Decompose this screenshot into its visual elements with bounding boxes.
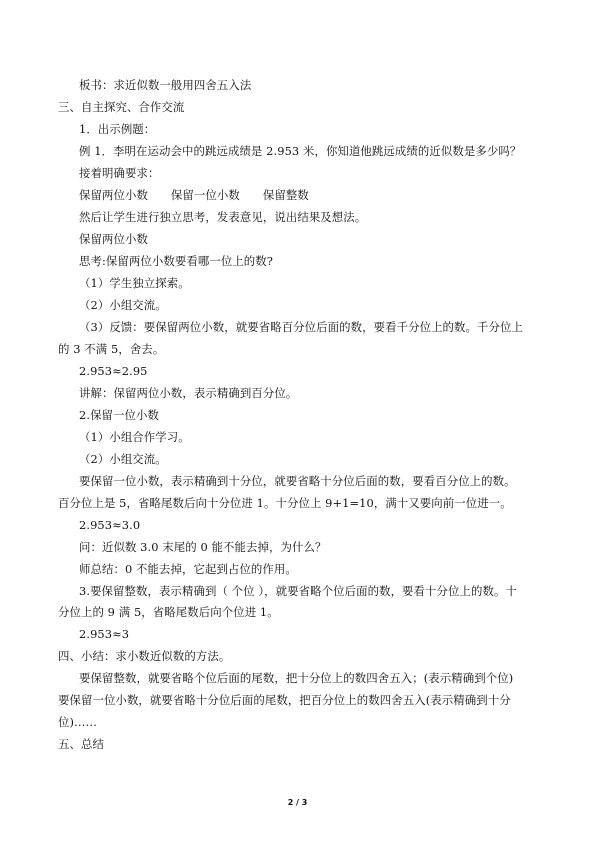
text-line: 分位上的 9 满 5，省略尾数后向个位进 1。 xyxy=(58,605,279,620)
text-line: 接着明确要求： xyxy=(79,166,160,181)
text-line: 2.保留一位小数 xyxy=(79,407,160,422)
text-line: 要保留一位小数，就要省略十分位后面的尾数，把百分位上的数四舍五入(表示精确到十分 xyxy=(58,693,511,708)
text-line: 2.953≈3.0 xyxy=(79,517,141,532)
text-line: 百分位上是 5，省略尾数后向十分位进 1。十分位上 9+1=10，满十又要向前一位进一。 xyxy=(58,495,512,510)
text-line: 思考:保留两位小数要看哪一位上的数? xyxy=(79,254,273,269)
page-number: 2 / 3 xyxy=(287,798,308,807)
section-heading: 五、总结 xyxy=(58,737,104,752)
text-line: （2）小组交流。 xyxy=(79,298,167,313)
text-line: 2.953≈2.95 xyxy=(79,363,148,378)
text-line: 要保留一位小数，表示精确到十分位，就要省略十分位后面的数，要看百分位上的数。 xyxy=(79,473,516,488)
text-line: 2.953≈3 xyxy=(79,627,130,642)
text-line: 保留两位小数 xyxy=(79,232,148,247)
section-heading: 四、小结：求小数近似数的方法。 xyxy=(58,649,231,664)
text-line: 要保留整数，就要省略个位后面的尾数，把十分位上的数四舍五入；(表示精确到个位) xyxy=(79,671,514,686)
text-line: 例 1．李明在运动会中的跳远成绩是 2.953 米，你知道他跳远成绩的近似数是多少吗？ xyxy=(79,144,522,159)
text-line: （3）反馈：要保留两位小数，就要省略百分位后面的数，要看千分位上的数。千分位上 xyxy=(79,320,523,334)
text-line: 问：近似数 3.0 末尾的 0 能不能去掉，为什么？ xyxy=(79,539,327,554)
text-line: （1）小组合作学习。 xyxy=(79,429,190,444)
text-line: 然后让学生进行独立思考，发表意见，说出结果及想法。 xyxy=(79,210,367,225)
text-line: （2）小组交流。 xyxy=(79,451,167,466)
text-line: 板书：求近似数一般用四舍五入法 xyxy=(79,77,252,92)
text-line: （1）学生独立探索。 xyxy=(79,276,190,291)
text-line: 师总结：0 不能去掉，它起到占位的作用。 xyxy=(79,561,297,576)
text-line: 3.要保留整数，表示精确到（ 个位 ），就要省略个位后面的数，要看十分位上的数。十 xyxy=(79,583,517,598)
section-heading: 三、自主探究、合作交流 xyxy=(58,100,185,115)
text-line: 讲解：保留两位小数，表示精确到百分位。 xyxy=(79,385,298,400)
text-line: 保留两位小数 保留一位小数 保留整数 xyxy=(79,188,309,203)
text-line: 1．出示例题： xyxy=(79,122,156,137)
text-line: 的 3 不满 5，舍去。 xyxy=(58,341,165,356)
text-line: 位)…… xyxy=(58,715,98,730)
